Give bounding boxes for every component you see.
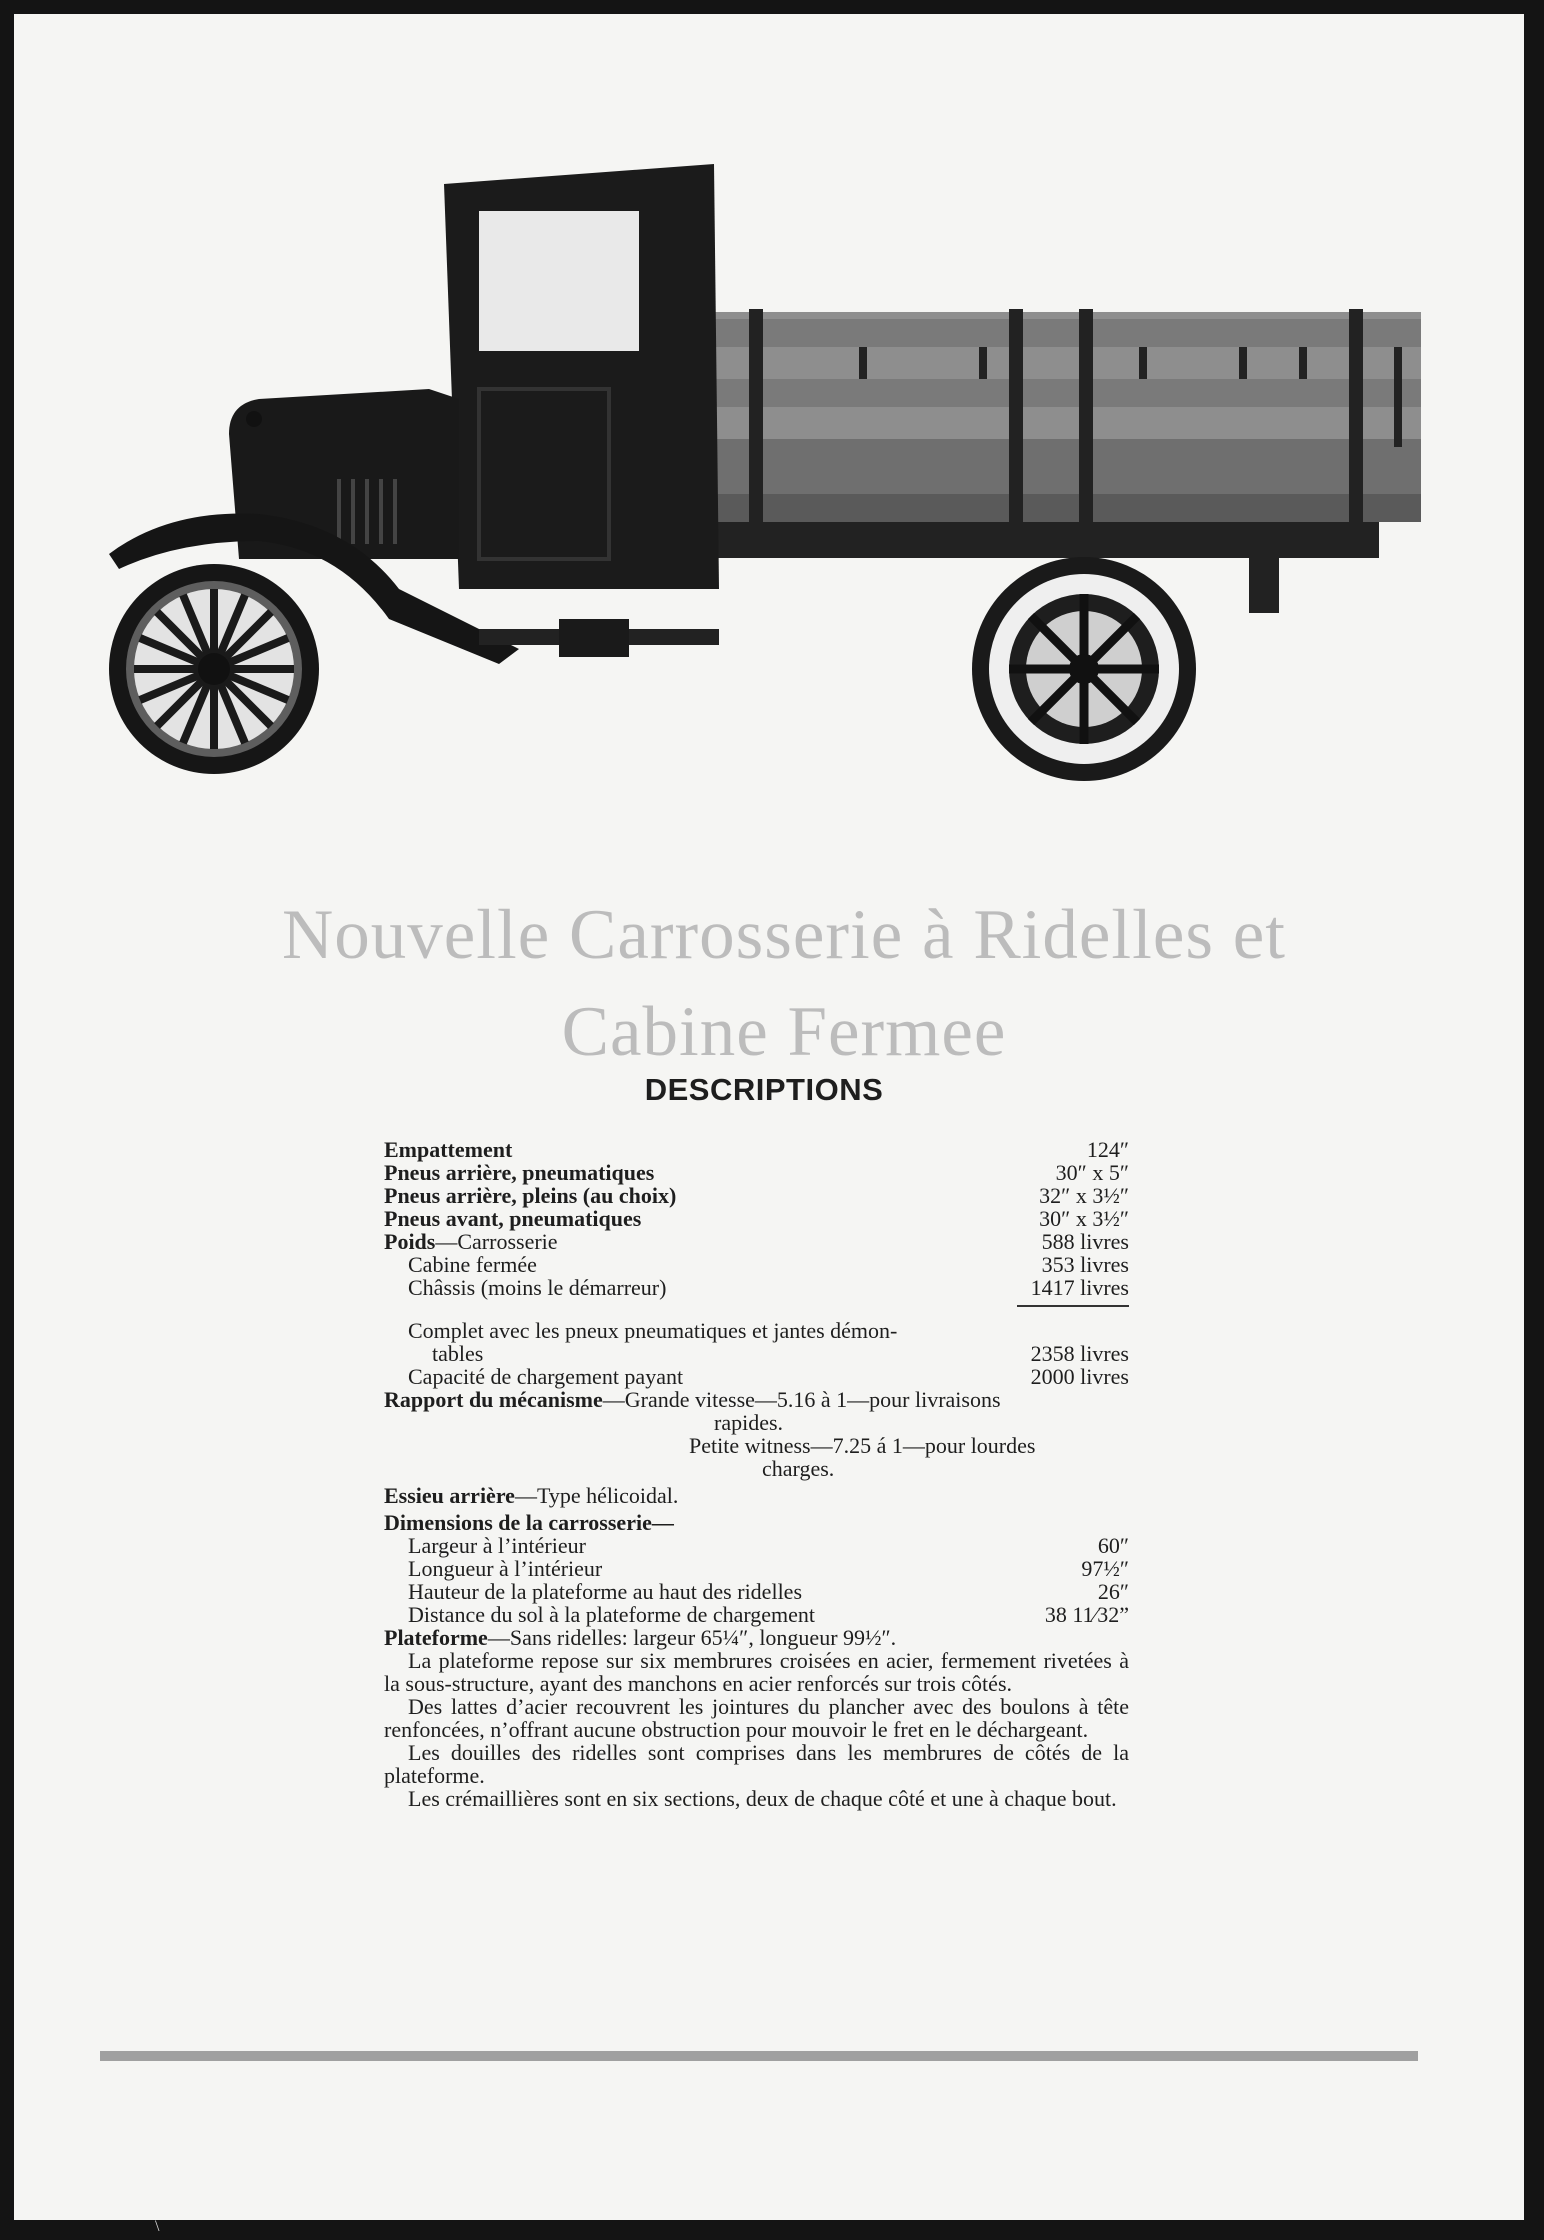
spec-value: 2000 livres	[1030, 1364, 1129, 1389]
cab-window	[479, 211, 639, 351]
spec-row	[384, 1511, 1129, 1534]
spec-text: charges.	[762, 1456, 835, 1481]
spec-row	[384, 1603, 1129, 1626]
spec-row	[384, 1207, 1129, 1230]
spec-label: Pneus arrière, pleins (au choix)	[384, 1183, 677, 1208]
spec-list	[384, 1138, 1129, 1810]
poids-label: Poids	[384, 1229, 436, 1254]
gear-ratio-block	[384, 1411, 1129, 1434]
spec-value: 1417 livres	[1030, 1275, 1129, 1300]
spec-row	[384, 1161, 1129, 1184]
spec-row	[384, 1388, 1129, 1411]
spec-row	[384, 1534, 1129, 1557]
rear-wheel	[972, 557, 1196, 781]
spec-label: Capacité de chargement payant	[408, 1364, 684, 1389]
poids-carrosserie-label: —Carrosserie	[435, 1229, 558, 1254]
spec-row	[384, 1342, 1129, 1365]
spec-value: 32″ x 3½″	[1039, 1183, 1129, 1208]
section-heading: DESCRIPTIONS	[644, 1072, 884, 1107]
title-line-1: Nouvelle Carrosserie à Ridelles et	[281, 896, 1286, 974]
spec-label: Cabine fermée	[408, 1252, 537, 1277]
spec-value: 97½″	[1081, 1556, 1129, 1581]
front-wheel	[109, 564, 319, 774]
paragraph: Des lattes d’acier recouvrent les jointures du plancher avec des boulons à tête renfoncées, n’offrant aucune obstruction pour mouvoir le fret en le déchargeant.	[384, 1694, 1129, 1742]
spec-label: Largeur à l’intérieur	[408, 1533, 586, 1558]
spec-value: 60″	[1097, 1533, 1129, 1558]
spec-value: 30″ x 5″	[1055, 1160, 1129, 1185]
spec-label: Plateforme	[384, 1625, 488, 1650]
spec-label: Empattement	[384, 1137, 513, 1162]
spec-label: Pneus avant, pneumatiques	[384, 1206, 642, 1231]
spec-row	[384, 1626, 1129, 1649]
total-rule	[1017, 1305, 1129, 1307]
paragraph: Les crémaillières sont en six sections, deux de chaque côté et une à chaque bout.	[408, 1786, 1117, 1811]
spec-row	[384, 1184, 1129, 1207]
spec-row	[384, 1484, 1129, 1507]
spec-value: 38 11⁄32”	[1044, 1602, 1129, 1627]
spec-text: —Grande vitesse—5.16 à 1—pour livraisons	[602, 1387, 1001, 1412]
spec-text: rapides.	[714, 1410, 784, 1435]
spec-label: Essieu arrière	[384, 1483, 515, 1508]
spec-row	[384, 1230, 1129, 1253]
scan-mark: \	[155, 2218, 160, 2235]
spec-label: Châssis (moins le démarreur)	[408, 1275, 667, 1300]
footer-rule	[100, 2051, 1418, 2061]
page-title	[134, 887, 1434, 1081]
spec-value: 2358 livres	[1030, 1341, 1129, 1366]
spec-label: tables	[432, 1341, 484, 1366]
spec-label: Distance du sol à la plateforme de chargement	[408, 1602, 816, 1627]
spec-text: —Type hélicoidal.	[514, 1483, 679, 1508]
paragraph: La plateforme repose sur six membrures croisées en acier, fermement rivetées à la sous-structure, ayant des manchons en acier renforcés sur trois côtés.	[384, 1648, 1129, 1696]
gear-ratio-block	[384, 1457, 1129, 1484]
spec-label: Pneus arrière, pneumatiques	[384, 1160, 655, 1185]
spec-label-complet: Complet avec les pneux pneumatiques et jantes démon-	[408, 1318, 898, 1343]
title-line-2: Cabine Fermee	[561, 993, 1007, 1071]
spec-label: Dimensions de la carrosserie—	[384, 1510, 674, 1535]
truck-illustration	[99, 149, 1439, 819]
spec-value: 588 livres	[1041, 1229, 1129, 1254]
spec-label: Hauteur de la plateforme au haut des ridelles	[408, 1579, 803, 1604]
spec-value: 124″	[1086, 1137, 1129, 1162]
spec-row	[384, 1365, 1129, 1388]
spec-value: 26″	[1097, 1579, 1129, 1604]
spec-row	[384, 1253, 1129, 1276]
spec-label: Rapport du mécanisme	[384, 1387, 603, 1412]
spec-text: Petite witness—7.25 á 1—pour lourdes	[689, 1433, 1036, 1458]
document-page	[14, 14, 1524, 2220]
spec-value: 30″ x 3½″	[1039, 1206, 1129, 1231]
spec-row	[384, 1434, 1129, 1457]
spec-label-poids	[384, 1230, 558, 1253]
spec-row	[384, 1276, 1129, 1299]
spec-row	[384, 1580, 1129, 1603]
spec-value: 353 livres	[1041, 1252, 1129, 1277]
spec-text: —Sans ridelles: largeur 65¼″, longueur 99½″.	[487, 1625, 897, 1650]
spec-row	[384, 1138, 1129, 1161]
paragraph: Les douilles des ridelles sont comprises dans les membrures de côtés de la plateforme.	[384, 1740, 1129, 1788]
spec-row	[384, 1557, 1129, 1580]
spec-label: Longueur à l’intérieur	[408, 1556, 603, 1581]
